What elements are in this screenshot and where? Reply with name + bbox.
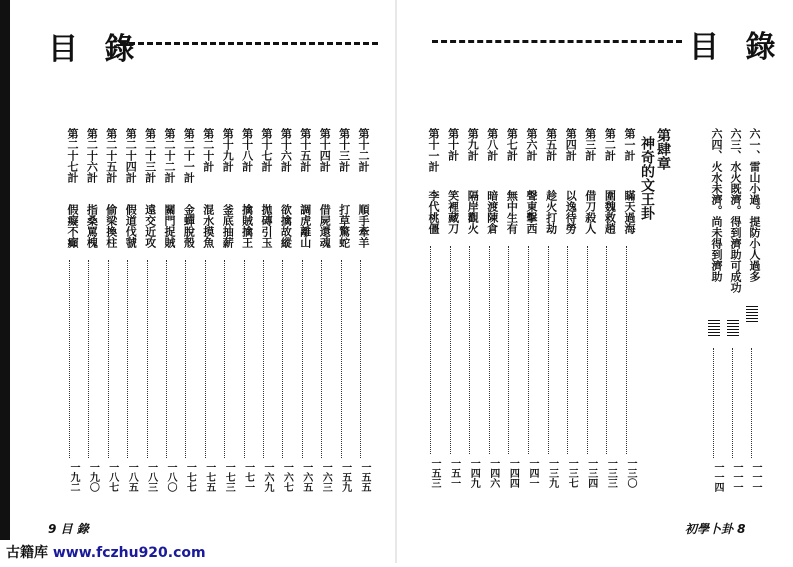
leader-dots xyxy=(341,260,342,458)
title-rule xyxy=(432,40,682,43)
toc-entry xyxy=(540,128,558,498)
toc-entry-number: 第四計 xyxy=(564,128,578,161)
toc-entry-page: 一八五 xyxy=(126,462,138,492)
toc-entry-number: 第二十五計 xyxy=(104,128,118,183)
page-footer-left: 9 目 錄 xyxy=(48,522,89,536)
leader-dots xyxy=(302,260,303,458)
toc-entry-title: 借刀殺人 xyxy=(583,190,597,234)
chapter-label: 第肆章 xyxy=(655,128,671,170)
toc-entry-page: 一三三 xyxy=(605,458,617,488)
toc-entry-number: 第十八計 xyxy=(240,128,254,172)
toc-entry-title: 暗渡陳倉 xyxy=(485,190,499,234)
toc-entry-number: 第十三計 xyxy=(337,128,351,172)
toc-entry xyxy=(481,128,499,498)
title-rule xyxy=(120,42,378,45)
toc-entry-page: 一九〇 xyxy=(87,462,99,492)
toc-entry-number: 第九計 xyxy=(466,128,480,161)
toc-entry xyxy=(197,128,215,498)
toc-entry-page: 一六九 xyxy=(262,462,273,492)
hexagram-symbol-icon xyxy=(708,320,720,338)
right-page-title: 目 錄 xyxy=(689,30,784,65)
leader-dots xyxy=(127,260,128,458)
hexagram-text: 六三、水火既濟。得到濟助可成功 xyxy=(729,128,742,293)
toc-entry xyxy=(255,128,273,498)
toc-entry xyxy=(236,128,254,498)
leader-dots xyxy=(626,246,627,454)
toc-entry xyxy=(119,128,137,498)
leader-dots xyxy=(88,260,89,458)
toc-entry-page: 一五五 xyxy=(359,462,370,492)
toc-entry xyxy=(422,128,440,498)
leader-dots xyxy=(489,246,490,454)
toc-entry-page: 一七五 xyxy=(203,462,215,492)
toc-entry-title: 擒賊擒王 xyxy=(240,204,254,248)
toc-entry xyxy=(352,128,370,498)
toc-entry-page: 一五九 xyxy=(339,462,351,492)
toc-entry-number: 第十四計 xyxy=(318,128,332,172)
toc-entry-page: 一六七 xyxy=(281,462,293,492)
toc-entry xyxy=(579,128,597,498)
toc-entry-title: 調虎離山 xyxy=(298,204,312,248)
toc-entry-number: 第十計 xyxy=(446,128,460,161)
leader-dots xyxy=(244,260,245,458)
leader-dots xyxy=(147,260,148,458)
hexagram-page: 一一四 xyxy=(712,462,723,492)
toc-entry-title: 金蟬脫殼 xyxy=(182,204,196,248)
toc-entry-title: 欲擒故縱 xyxy=(279,204,293,248)
toc-entry-number: 第八計 xyxy=(485,128,499,161)
leader-dots xyxy=(263,260,264,458)
toc-entry-title: 釜底抽薪 xyxy=(221,204,235,248)
toc-entry xyxy=(177,128,195,498)
toc-entry-title: 指桑罵槐 xyxy=(85,204,99,248)
toc-entry xyxy=(313,128,331,498)
toc-entry xyxy=(294,128,312,498)
toc-entry-page: 一四一 xyxy=(527,458,538,488)
toc-entry-title: 拋磚引玉 xyxy=(260,204,273,248)
toc-entry xyxy=(100,128,118,498)
toc-entry-title: 假癡不癲 xyxy=(66,204,79,248)
leader-dots xyxy=(528,246,529,454)
toc-entry-title: 假道伐虢 xyxy=(124,204,138,248)
toc-entry-page: 一八三 xyxy=(145,462,157,492)
leader-dots xyxy=(587,246,588,454)
toc-entry-number: 第一計 xyxy=(623,128,636,161)
toc-entry-page: 一七三 xyxy=(223,462,235,492)
chapter-title: 神奇的文王卦 xyxy=(639,136,655,220)
toc-entry-number: 第十五計 xyxy=(298,128,312,172)
toc-entry-page: 一三〇 xyxy=(625,458,636,488)
leader-dots xyxy=(469,246,470,454)
leader-dots xyxy=(508,246,509,454)
toc-entry-number: 第六計 xyxy=(525,128,538,161)
toc-entry-title: 隔岸觀火 xyxy=(466,190,480,234)
leader-dots xyxy=(567,246,568,454)
toc-entry xyxy=(333,128,351,498)
toc-entry-page: 一四四 xyxy=(507,458,519,488)
toc-entry-page: 一三四 xyxy=(585,458,597,488)
toc-entry-page: 一九二 xyxy=(68,462,79,492)
toc-entry xyxy=(61,128,79,498)
toc-entry-page: 一四九 xyxy=(468,458,480,488)
leader-dots xyxy=(224,260,225,458)
hexagram-entry xyxy=(705,128,723,498)
toc-entry-title: 李代桃僵 xyxy=(427,190,440,234)
watermark-url: www.fczhu920.com xyxy=(52,545,206,561)
toc-entry xyxy=(500,128,518,498)
hexagram-text: 六一、雷山小過。提防小人過多 xyxy=(748,128,761,282)
toc-entry-title: 以逸待勞 xyxy=(564,190,578,234)
watermark-site: 古籍库 xyxy=(6,545,48,561)
toc-entry-number: 第二十二計 xyxy=(163,128,176,183)
right-page xyxy=(397,0,793,563)
toc-entry xyxy=(139,128,157,498)
toc-entry-title: 聲東擊西 xyxy=(525,190,538,234)
toc-entry-number: 第二十三計 xyxy=(143,128,157,183)
toc-entry-number: 第二計 xyxy=(603,128,617,161)
toc-entry-title: 圍魏救趙 xyxy=(603,190,617,234)
toc-entry-number: 第十九計 xyxy=(221,128,235,172)
toc-entry-number: 第二十計 xyxy=(201,128,215,172)
toc-entry-page: 一六三 xyxy=(320,462,332,492)
toc-entry xyxy=(559,128,577,498)
toc-entry-number: 第十二計 xyxy=(357,128,370,172)
toc-entry-number: 第五計 xyxy=(544,128,558,161)
toc-entry-number: 第十六計 xyxy=(279,128,293,172)
hexagram-text: 六四、火水未濟。尚未得到濟助 xyxy=(710,128,723,282)
toc-entry-title: 瞞天過海 xyxy=(623,190,636,234)
hexagram-page: 一一一 xyxy=(731,462,742,492)
leader-dots xyxy=(205,260,206,458)
toc-entry xyxy=(158,128,176,498)
toc-entry-title: 借屍還魂 xyxy=(318,204,332,248)
toc-entry-page: 一三九 xyxy=(546,458,558,488)
leader-dots xyxy=(430,246,431,454)
toc-entry-page: 一八七 xyxy=(106,462,118,492)
toc-entry-page: 一六五 xyxy=(300,462,312,492)
leader-dots xyxy=(548,246,549,454)
toc-entry xyxy=(598,128,616,498)
toc-entry-number: 第二十四計 xyxy=(124,128,138,183)
hexagram-symbol-icon xyxy=(727,320,739,338)
toc-entry-page: 一八〇 xyxy=(165,462,176,492)
toc-entry-page: 一七七 xyxy=(184,462,196,492)
toc-entry-number: 第七計 xyxy=(505,128,519,161)
toc-entry-page: 一三七 xyxy=(566,458,578,488)
toc-entry-page: 一七一 xyxy=(242,462,254,492)
leader-dots xyxy=(732,348,733,458)
leader-dots xyxy=(108,260,109,458)
hexagram-symbol-icon xyxy=(746,306,758,324)
leader-dots xyxy=(69,260,70,458)
toc-entry xyxy=(461,128,479,498)
toc-entry-title: 遠交近攻 xyxy=(143,204,157,248)
toc-entry xyxy=(618,128,636,498)
toc-entry-number: 第十七計 xyxy=(260,128,273,172)
toc-entry-number: 第二十一計 xyxy=(182,128,196,183)
leader-dots xyxy=(751,348,752,458)
toc-entry-page: 一五一 xyxy=(448,458,460,488)
hexagram-entry xyxy=(724,128,742,498)
toc-entry xyxy=(274,128,292,498)
toc-entry-title: 關門捉賊 xyxy=(163,204,176,248)
leader-dots xyxy=(450,246,451,454)
toc-entry-number: 第二十六計 xyxy=(85,128,99,183)
toc-entry-title: 無中生有 xyxy=(505,190,519,234)
toc-entry-title: 混水摸魚 xyxy=(201,204,215,248)
leader-dots xyxy=(606,246,607,454)
toc-entry-title: 笑裡藏刀 xyxy=(446,190,460,234)
toc-entry-title: 趁火打劫 xyxy=(544,190,558,234)
toc-entry-number: 第三計 xyxy=(583,128,597,161)
hexagram-page: 一一一 xyxy=(750,462,761,492)
toc-entry-number: 第十一計 xyxy=(427,128,440,172)
left-page xyxy=(0,0,396,563)
page-footer-right: 初學卜卦 8 xyxy=(685,522,746,536)
toc-entry-title: 順手牽羊 xyxy=(357,204,370,248)
toc-entry xyxy=(216,128,234,498)
leader-dots xyxy=(713,348,714,458)
left-page-title: 目 錄 xyxy=(48,32,143,67)
toc-entry-number: 第二十七計 xyxy=(66,128,79,183)
leader-dots xyxy=(282,260,283,458)
toc-entry-title: 打草驚蛇 xyxy=(337,204,351,248)
chapter-heading xyxy=(639,128,671,220)
leader-dots xyxy=(185,260,186,458)
toc-entry-page: 一五三 xyxy=(429,458,440,488)
leader-dots xyxy=(321,260,322,458)
toc-entry-page: 一四六 xyxy=(487,458,499,488)
toc-entry xyxy=(520,128,538,498)
toc-entry-title: 偷梁換柱 xyxy=(104,204,118,248)
hexagram-entry xyxy=(743,128,761,498)
toc-entry xyxy=(80,128,98,498)
toc-entry xyxy=(442,128,460,498)
leader-dots xyxy=(166,260,167,458)
leader-dots xyxy=(360,260,361,458)
